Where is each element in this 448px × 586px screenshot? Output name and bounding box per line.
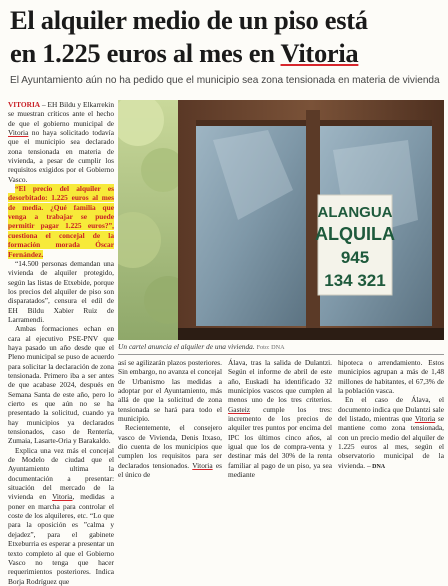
quote-attribution: cuestiona el concejal de la formación morada Óscar Fernández. — [8, 230, 114, 259]
sign-line-2: ALQUILA — [315, 224, 395, 244]
paragraph-1-text: – EH Bildu y Elkarrekin se muestran críticos ante el hecho de que el gobierno municipal de — [8, 100, 114, 128]
photo-caption — [118, 342, 444, 353]
article-column-2 — [118, 358, 222, 479]
paragraph-1-text-end: no haya solicitado todavía que el municipio sea declarado zona tensionada en materia de vivienda, a pesar de cumplir los requisitos exigidos por el Gobierno Vasco. — [8, 128, 114, 184]
column-3-text: Álava, tras la salida de Dulantzi. Según el informe de abril de este año, Euskadi ha identificado 32 municipios vascos que cumplen al menos uno de los tres criterios. — [228, 358, 332, 405]
column-4-paragraph-1: hipoteca o arrendamiento. Estos municipios agrupan a más de 1,48 millones de habitantes, el 67,3% de la población vasca. — [338, 358, 444, 396]
column-4-paragraph-2-end: se mantiene como zona tensionada, con un precio medio del alquiler de 1.225 euros al mes, según el observatorio municipal de la vivienda. – — [338, 414, 444, 470]
column-4-paragraph-2 — [338, 395, 444, 472]
sign-line-4: 134 321 — [324, 271, 386, 290]
column-4-paragraph-2-text: En el caso de Álava, el documento indica que Dulantzi sale del listado, mientras que — [338, 395, 444, 424]
keyword-gasteiz: Gasteiz — [228, 404, 251, 414]
headline-line-1: El alquiler medio de un piso está — [10, 5, 368, 35]
headline-line-2 — [10, 37, 440, 70]
headline-line-2-text: en 1.225 euros al mes en — [10, 38, 281, 68]
caption-divider — [118, 354, 444, 355]
headline-keyword-vitoria: Vitoria — [280, 38, 359, 68]
column-2-paragraph-2-text: Recientemente, el consejero vasco de Vivienda, Denis Itxaso, dio cuenta de los municipios que cumplen los requisitos para ser declarados tensionados. — [118, 423, 222, 470]
column-2-paragraph-1: así se agilizarán plazos posteriores. Sin embargo, no avanza el concejal de Urbanismo las medidas a adoptar por el Ayuntamiento, más allá de que la solicitud de zona tensionada se hará para todo el municipio. — [118, 358, 222, 424]
quote-text: “El precio del alquiler es desorbitado: 1.225 euros al mes de media. ¿Qué familia que venga a trabajar se puede permitir pagar 1.225 euros?”, — [8, 184, 114, 231]
sign-line-1: ALANGUA — [317, 204, 393, 221]
paragraph-3: “14.500 personas demandan una vivienda de alquiler protegido, según las listas de Etxebide, porque los precios del alquiler de piso son disparatados”, censura el edil de EH Bildu Xabier Ruiz de Larramendi. — [8, 258, 114, 324]
paragraph-1 — [8, 100, 114, 184]
article-column-3 — [228, 358, 332, 479]
agency-signature: DNA — [370, 463, 386, 470]
article-photo — [118, 100, 444, 340]
subtitle: El Ayuntamiento aún no ha pedido que el municipio sea zona tensionada en materia de vivienda — [10, 75, 440, 86]
paragraph-5-text-end: , medidas a poner en marcha para controlar el coste de los alquileres, etc. “Lo que para la oposición es ”calma y dejadez”, para el gabinete Etxeburria es esperar a presentar un texto completo al que el Gobierno Vasco no tenga que hacer requerimientos posteriores. Indica Borja Rodríguez que — [8, 492, 114, 586]
column-3-text-end: cumple los tres: incremento de los precios de alquiler tres puntos por encima del IPC los últimos cinco años, al igual que los de compra-venta y destinar más del 30% de la renta familiar al pago de un piso, ya sea mediante — [228, 404, 332, 480]
article-column-4 — [338, 358, 444, 472]
keyword-vitoria: Vitoria — [8, 128, 29, 138]
paragraph-4: Ambas formaciones echan en cara al ejecutivo PSE-PNV que haya pasado un año desde que el Pleno municipal se puso de acuerdo para solicitar la declaración de zona tensionada. Primero iba a ser antes de que acabase 2024, después en Semana Santa de este año, pero lo cierto es que aún no se ha presentado la solicitud, cuando ya hay municipios ya declarados tensionados, caso de Rentería, Zumaia, Lasarte-Oria y Barakaldo. — [8, 324, 114, 446]
window-rental-sign-illustration — [118, 100, 444, 340]
paragraph-5-text: Explica una vez más el concejal de Modelo de ciudad que el Ayuntamiento ultima la documentación a presentar: situación del mercado de la vivienda en — [8, 445, 114, 502]
dateline: VITORIA — [8, 100, 41, 109]
photo-credit: Foto: DNA — [256, 344, 285, 351]
keyword-vitoria-3: Vitoria — [192, 460, 213, 470]
column-2-paragraph-2 — [118, 423, 222, 479]
keyword-vitoria-4: Vitoria — [414, 414, 436, 424]
column-3-paragraph — [228, 358, 332, 479]
article-column-1 — [8, 100, 114, 586]
headline — [10, 4, 440, 70]
paragraph-5 — [8, 446, 114, 586]
caption-text: Un cartel anuncia el alquiler de una vivienda. — [118, 342, 255, 351]
column-2-paragraph-2-end: es el único de — [118, 460, 222, 480]
keyword-vitoria-2: Vitoria — [52, 492, 73, 502]
sign-line-3: 945 — [340, 248, 370, 267]
highlighted-quote — [8, 184, 114, 259]
